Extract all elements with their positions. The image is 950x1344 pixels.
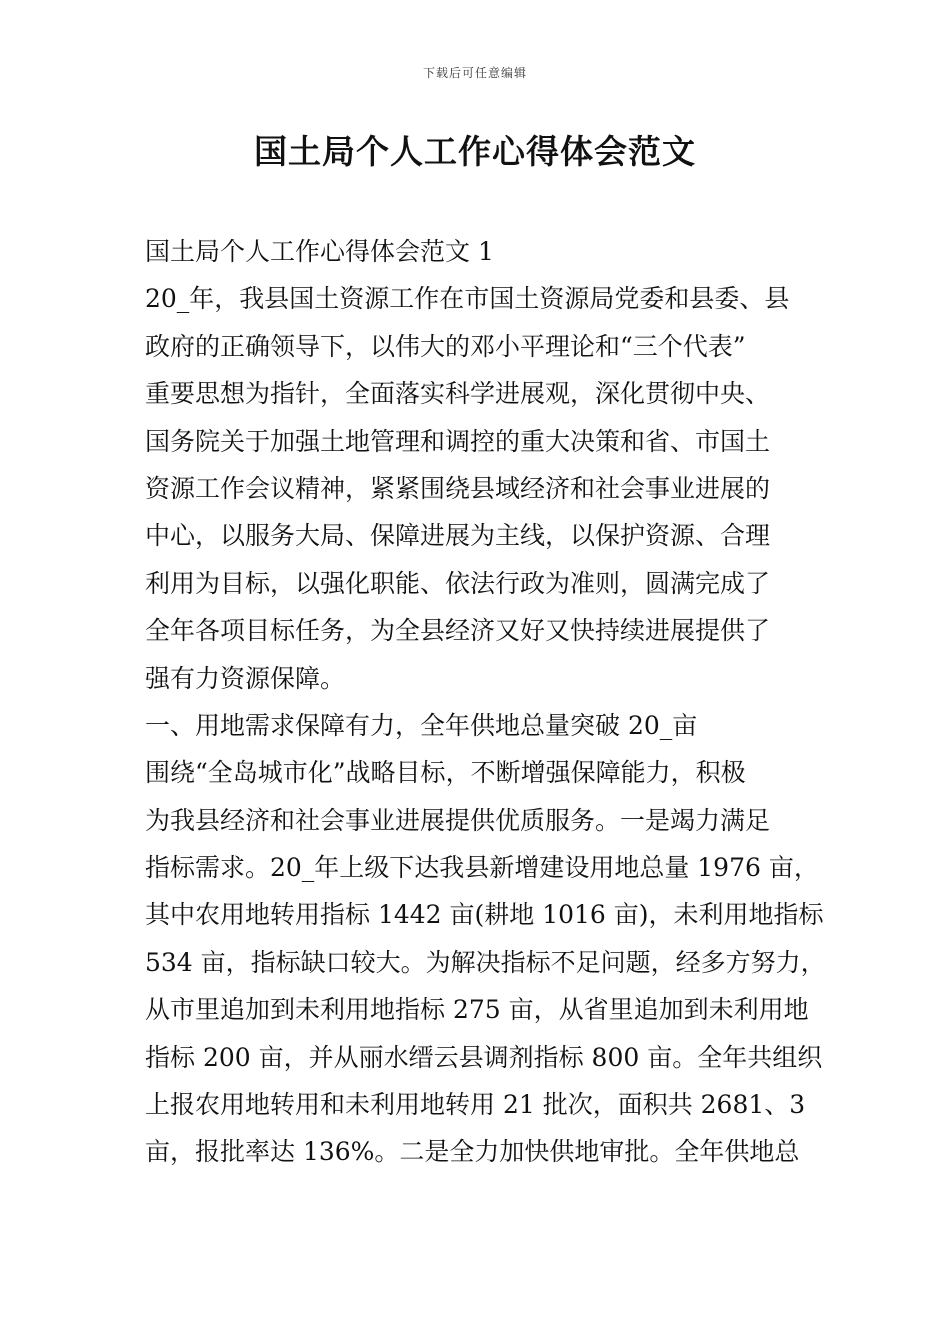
body-line: 全年各项目标任务，为全县经济又好又快持续进展提供了 <box>145 616 771 646</box>
body-line: 中心，以服务大局、保障进展为主线，以保护资源、合理 <box>145 521 771 551</box>
body-line: 指标 200 亩，并从丽水缙云县调剂指标 800 亩。全年共组织 <box>145 1042 823 1072</box>
header-note: 下载后可任意编辑 <box>422 66 527 80</box>
body-line: 重要思想为指针，全面落实科学进展观，深化贯彻中央、 <box>145 379 771 409</box>
body-line: 指标需求。20_年上级下达我县新增建设用地总量 1976 亩， <box>145 853 819 883</box>
subsection-heading-1: 一、用地需求保障有力，全年供地总量突破 20_亩 <box>145 710 698 740</box>
body-line: 国务院关于加强土地管理和调控的重大决策和省、市国土 <box>145 426 771 456</box>
body-line: 534 亩，指标缺口较大。为解决指标不足问题，经多方努力， <box>145 947 826 977</box>
body-line: 20_年，我县国土资源工作在市国土资源局党委和县委、县 <box>145 284 790 314</box>
body-line: 围绕“全岛城市化”战略目标，不断增强保障能力，积极 <box>145 758 746 788</box>
body-line: 其中农用地转用指标 1442 亩(耕地 1016 亩)，未利用地指标 <box>145 900 824 930</box>
body-line: 亩，报批率达 136%。二是全力加快供地审批。全年供地总 <box>145 1137 800 1167</box>
body-line: 为我县经济和社会事业进展提供优质服务。一是竭力满足 <box>145 805 771 835</box>
body-line: 从市里追加到未利用地指标 275 亩，从省里追加到未利用地 <box>145 995 809 1025</box>
section-heading-1: 国土局个人工作心得体会范文 1 <box>145 237 494 266</box>
body-line: 利用为目标，以强化职能、依法行政为准则，圆满完成了 <box>145 568 771 598</box>
document-body <box>145 228 825 1176</box>
body-line: 政府的正确领导下，以伟大的邓小平理论和“三个代表” <box>145 331 746 361</box>
document-title: 国土局个人工作心得体会范文 <box>254 132 696 171</box>
body-line: 强有力资源保障。 <box>145 663 346 693</box>
body-line: 资源工作会议精神，紧紧围绕县域经济和社会事业进展的 <box>145 473 771 503</box>
body-line: 上报农用地转用和未利用地转用 21 批次，面积共 2681、3 <box>145 1090 806 1120</box>
